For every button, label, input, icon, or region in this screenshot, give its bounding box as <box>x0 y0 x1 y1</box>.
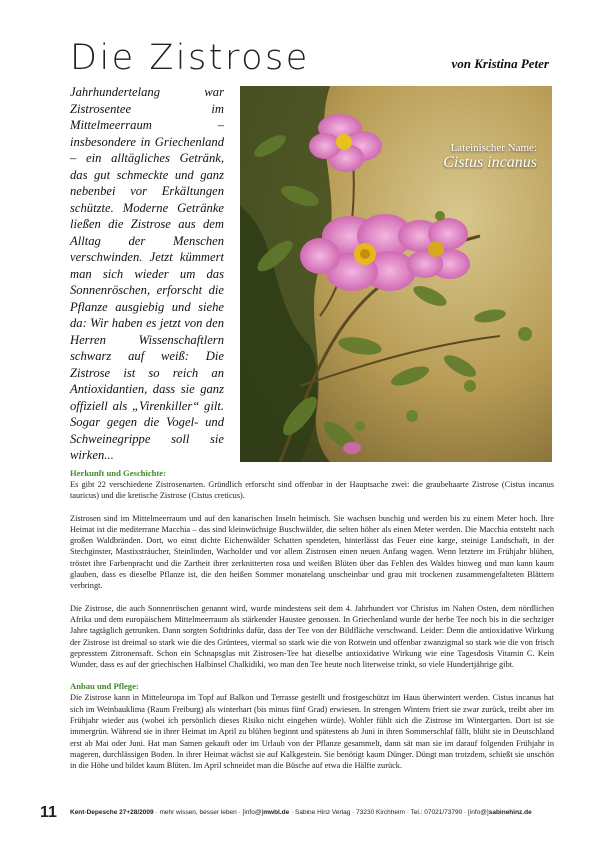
intro-paragraph: Jahrhundertelang war Zistrosentee im Mittelmeerraum – insbesondere in Griechenland – ein alltägliches Getränk, das gut schmeckte und ganz nebenbei vor Erkältungen schützte. Moderne Getränke ließen die Zistrose aus dem Alltag der Menschen verschwinden. Jetzt kümmert man sich wieder um das Sonnenröschen, erforscht die Pflanze ausgiebig und siehe da: Wir haben es jetzt von den Herren Wissenschaftlern schwarz auf weiß: Die Zistrose ist so reich an Antioxidantien, dass sie ganz offiziell als „Virenkiller“ gilt. Sogar gegen die Vogel- und Schweinegrippe soll sie wirken... <box>70 85 224 462</box>
footer-web2[interactable]: sabinehinz.de <box>488 809 532 816</box>
paragraph: Es gibt 22 verschiedene Zistrosenarten. Gründlich erforscht sind offenbar in der Hauptsache zwei: die graubehaarte Zistrose (Cistus incanus tauricus) und die kretische Zistrose (Cistus creticus). <box>70 480 554 501</box>
footer-tagline: · mehr wissen, besser leben · <box>155 809 241 816</box>
paragraph: Die Zistrose, die auch Sonnenröschen genannt wird, wurde mindestens seit dem 4. Jahrhundert vor Christus im Nahen Osten, dem nördlichen Afrika und dem europäischem Mittelmeerraum als stärkender Haustee genossen. In Griechenland wurde der herbe Tee noch bis in die sechziger Jahre tagtäglich getrunken. Dann sorgten Softdrinks dafür, dass der Tee von der Bildfläche verschwand. Leider: Denn die antioxidative Wirkung der Zistrose ist dreimal so stark wie die des Grüntees, viermal so stark wie die von Rotwein und offenbar zwanzigmal so stark wie die von frisch gepresstem Zitronensaft. Schon ein Schnapsglas mit Zistrosen-Tee hat dieselbe antioxidative Wirkung wie eine Tagesdosis Vitamin C. Kein Wunder, dass es auf der griechischen Halbinsel Chalkidiki, wo man den Tee heute noch literweise trinkt, so viele Hundertjährige gibt. <box>70 603 554 670</box>
page-number: 11 <box>40 804 57 821</box>
page-footer <box>40 806 555 822</box>
section-heading-anbau: Anbau und Pflege: <box>70 681 139 692</box>
paragraph: Die Zistrose kann in Mitteleuropa im Topf auf Balkon und Terrasse gestellt und frostgeschützt im Haus überwintert werden. Cistus incanus hat sich im Weinbauklima (Raum Freiburg) als winterhart (bis minus fünf Grad) erwiesen. In strengen Wintern friert sie zwar zurück, treibt aber im Frühjahr wieder aus (wobei ich persönlich dieses Risiko nicht eingehen würde). Wohler fühlt sich die Zistrose im Wintergarten. Dort ist sie immergrün. Während sie in ihrer Heimat im April zu blühen beginnt und spätestens ab Juni in ihren Sommerschlaf fällt, blüht sie in Deutschland erst ab Mai oder Juni. Hat man Samen gekauft oder im Urlaub von der Pflanze gesammelt, dann sät man sie im darauf folgenden Frühjahr in mageren, durchlässigen Boden. In ihrer Heimat wächst sie auf Kalkgestein. Sie benötigt kaum Dünger. Düngt man trotzdem, schießt sie unschön in die Höhe und bildet kaum Blüten. Im April schneidet man die Büsche auf etwa die Hälfte zurück. <box>70 693 554 771</box>
paragraph: Zistrosen sind im Mittelmeerraum und auf den kanarischen Inseln heimisch. Sie wachsen buschig und werden bis zu einem Meter hoch. Ihre Heimat ist die mediterrane Macchia – das sind kleinwüchsige Buschwälder, die selten höher als einen Meter werden. Die Macchia entsteht nach großen Waldbränden. Dort, wo einst dichte Eichenwälder Schatten spendeten, hinterlässt das Feuer eine karge, steinige Landschaft, in der Stechginster, Mastixsträucher, Steinlinden, Wacholder und vor allem Zistrosen einen neuen Anfang wagen. Wenn letztere im Frühjahr blühen, tröstet ihre Farbenpracht und die Zartheit ihrer zerknitterten rosa und weißen Blüten über das Fehlen des Waldes hinweg und man kann kaum glauben, dass es dieselbe Pflanze ist, die den heißen Sommer monatelang unscheinbar und grau mit trockenen zusammengefalteten Blättern verbringt. <box>70 513 554 591</box>
latin-name-label: Lateinischer Name: <box>450 142 537 154</box>
latin-name-caption <box>443 142 537 172</box>
footer-web1[interactable]: mwbl.de <box>263 809 290 816</box>
article-title: Die Zistrose <box>70 38 310 78</box>
author-byline: von Kristina Peter <box>451 56 549 71</box>
latin-name: Cistus incanus <box>443 154 537 171</box>
footer-publisher: · Sabine Hinz Verlag · 73230 Kirchheim · Tel.: 07021/73790 · <box>291 809 467 816</box>
footer-web2-prefix: [info@] <box>468 809 489 816</box>
section-heading-herkunft: Herkunft und Geschichte: <box>70 468 166 478</box>
footer-line <box>70 809 532 816</box>
footer-web1-prefix: [info@] <box>242 809 264 816</box>
publication-name: Kent-Depesche 27+28/2009 <box>70 809 154 816</box>
article-body <box>70 468 554 772</box>
cistus-photo <box>240 86 552 462</box>
